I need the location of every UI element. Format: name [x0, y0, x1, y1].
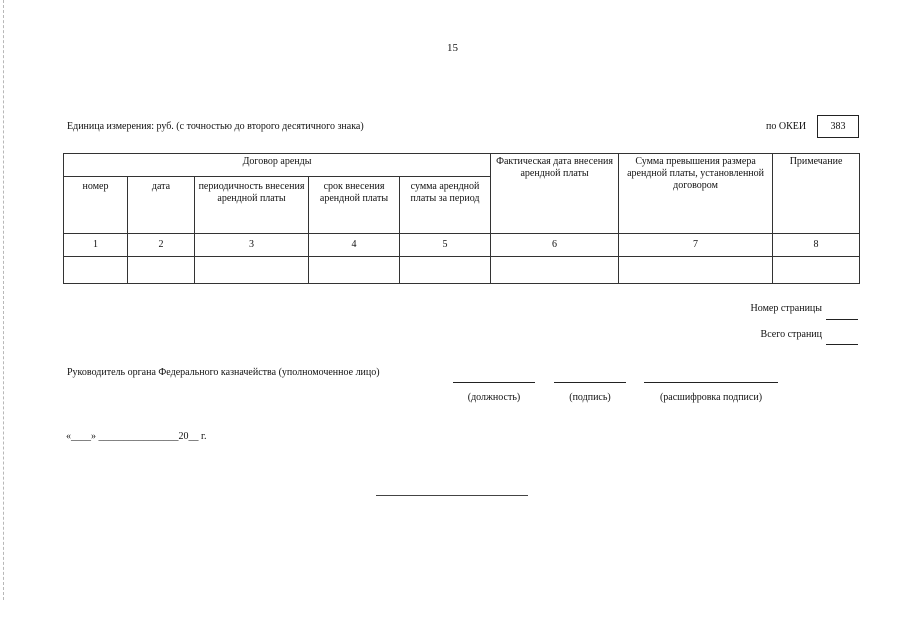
header-excess-amount: Сумма превышения размера арендной платы, установленной договором: [619, 154, 773, 234]
decoding-blank: [644, 382, 778, 383]
table-cell: [491, 257, 619, 284]
decoding-caption: (расшифровка подписи): [659, 392, 763, 403]
okei-label: по ОКЕИ: [766, 121, 807, 132]
end-rule: [376, 495, 528, 496]
header-date: дата: [128, 177, 195, 234]
header-lease-contract: Договор аренды: [64, 154, 491, 177]
signature-caption: (подпись): [569, 392, 611, 403]
position-caption: (должность): [467, 392, 521, 403]
signature-blank: [554, 382, 626, 383]
header-note: Примечание: [773, 154, 860, 234]
page-number: 15: [447, 42, 458, 54]
unit-of-measure: Единица измерения: руб. (с точностью до второго десятичного знака): [67, 121, 364, 132]
column-number: 5: [400, 234, 491, 257]
page-number-label: Номер страницы: [750, 303, 822, 314]
header-actual-payment-date: Фактическая дата внесения арендной платы: [491, 154, 619, 234]
total-pages-blank: [826, 344, 858, 345]
position-blank: [453, 382, 535, 383]
column-number: 8: [773, 234, 860, 257]
table-cell: [195, 257, 309, 284]
table-cell: [128, 257, 195, 284]
table-cell: [619, 257, 773, 284]
table-cell: [400, 257, 491, 284]
total-pages-label: Всего страниц: [760, 329, 822, 340]
column-number: 2: [128, 234, 195, 257]
column-number: 6: [491, 234, 619, 257]
table-row: [64, 257, 860, 284]
header-number: номер: [64, 177, 128, 234]
column-number-row: [64, 234, 860, 257]
date-line: «____» ________________20__ г.: [66, 431, 207, 442]
page-number-blank: [826, 319, 858, 320]
rent-table: [63, 153, 860, 284]
head-signatory-label: Руководитель органа Федерального казначейства (уполномоченное лицо): [67, 367, 380, 378]
header-amount: сумма арендной платы за период: [400, 177, 491, 234]
binding-edge: [3, 0, 5, 600]
column-number: 3: [195, 234, 309, 257]
table-cell: [309, 257, 400, 284]
column-number: 4: [309, 234, 400, 257]
table-cell: [773, 257, 860, 284]
header-periodicity: периодичность внесения арендной платы: [195, 177, 309, 234]
header-due-date: срок внесения арендной платы: [309, 177, 400, 234]
column-number: 7: [619, 234, 773, 257]
okei-code-box: 383: [817, 115, 859, 138]
column-number: 1: [64, 234, 128, 257]
table-cell: [64, 257, 128, 284]
